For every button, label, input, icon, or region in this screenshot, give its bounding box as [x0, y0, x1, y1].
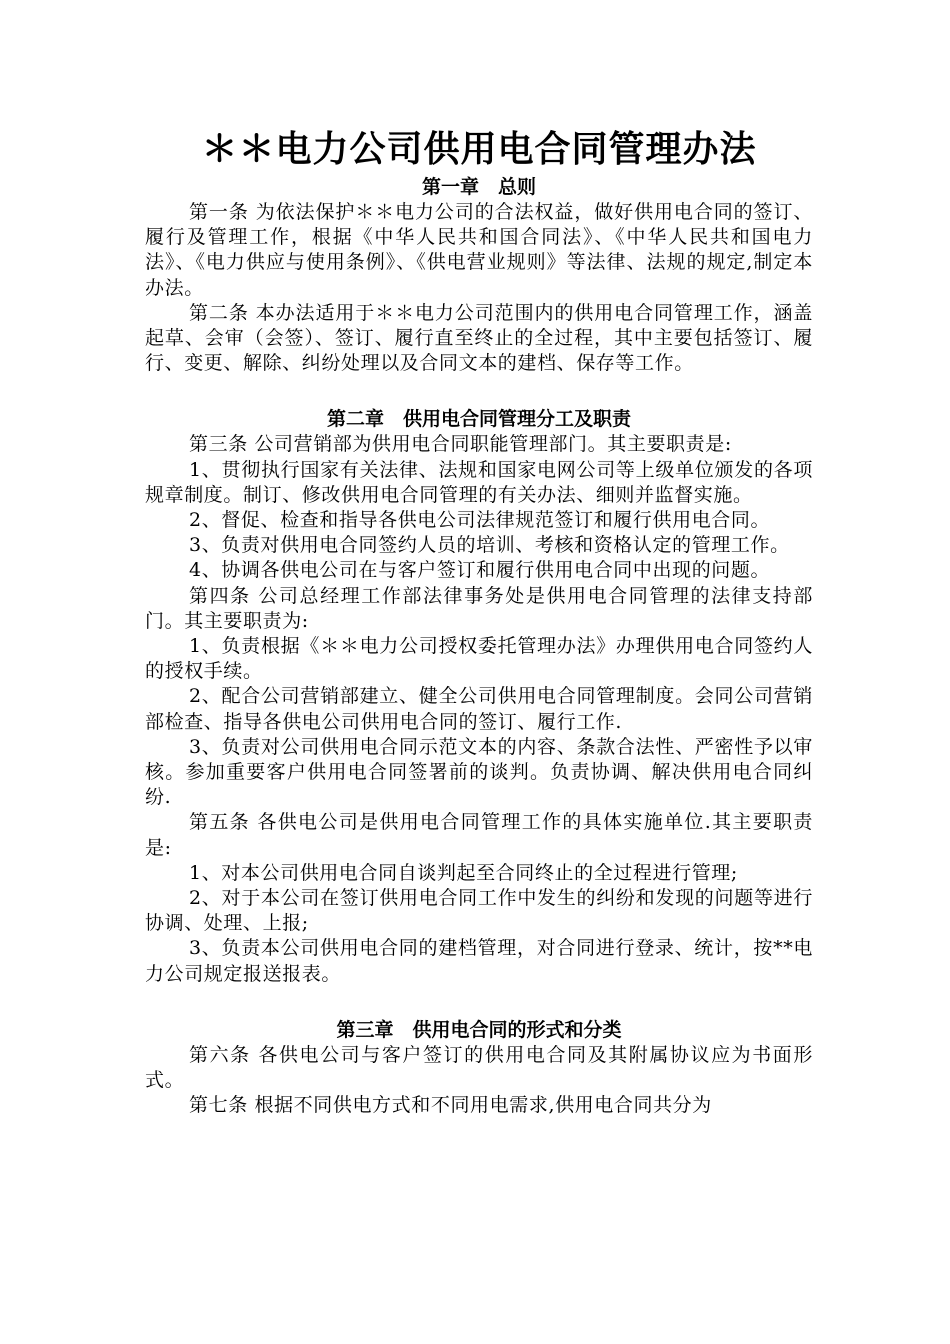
list-item: 3、负责对供用电合同签约人员的培训、考核和资格认定的管理工作。 [189, 534, 790, 557]
article-3: 第三条 公司营销部为供用电合同职能管理部门。其主要职责是: [189, 433, 732, 456]
document-page [145, 128, 813, 1119]
list-item: 2、督促、检查和指导各供电公司法律规范签订和履行供用电合同。 [189, 509, 771, 532]
article-5: 第五条 各供电公司是供用电合同管理工作的具体实施单位.其主要职责是: [145, 811, 813, 859]
list-item: 3、负责本公司供用电合同的建档管理，对合同进行登录、统计，按**电力公司规定报送报表。 [145, 937, 813, 985]
list-item: 3、负责对公司供用电合同示范文本的内容、条款合法性、严密性予以审核。参加重要客户供用电合同签署前的谈判。负责协调、解决供用电合同纠纷. [145, 735, 813, 809]
article-6: 第六条 各供电公司与客户签订的供用电合同及其附属协议应为书面形式。 [145, 1043, 813, 1092]
list-item: 1、对本公司供用电合同自谈判起至合同终止的全过程进行管理; [189, 861, 738, 884]
article-4: 第四条 公司总经理工作部法律事务处是供用电合同管理的法律支持部门。其主要职责为: [145, 584, 813, 632]
list-item: 1、贯彻执行国家有关法律、法规和国家电网公司等上级单位颁发的各项规章制度。制订、修改供用电合同管理的有关办法、细则并监督实施。 [145, 458, 813, 506]
article-2: 第二条 本办法适用于＊＊电力公司范围内的供用电合同管理工作，涵盖起草、会审（会签）、签订、履行直至终止的全过程，其中主要包括签订、履行、变更、解除、纠纷处理以及合同文本的建档、保存等工作。 [145, 301, 813, 375]
chapter-3 [145, 1017, 813, 1119]
document-title: ＊＊电力公司供用电合同管理办法 [201, 129, 757, 170]
list-item: 2、对于本公司在签订供用电合同工作中发生的纠纷和发现的问题等进行协调、处理、上报; [145, 887, 813, 935]
article-1: 第一条 为依法保护＊＊电力公司的合法权益，做好供用电合同的签订、履行及管理工作，根据《中华人民共和国合同法》、《中华人民共和国电力法》、《电力供应与使用条例》、《供电营业规则》等法律、法规的规定,制定本办法。 [145, 201, 813, 299]
chapter-heading: 第一章 总则 [421, 176, 536, 198]
chapter-2 [145, 406, 813, 986]
list-item: 4、协调各供电公司在与客户签订和履行供用电合同中出现的问题。 [189, 559, 771, 582]
chapter-heading: 第三章 供用电合同的形式和分类 [336, 1018, 622, 1041]
chapter-heading: 第二章 供用电合同管理分工及职责 [326, 408, 631, 431]
list-item: 1、负责根据《＊＊电力公司授权委托管理办法》办理供用电合同签约人的授权手续。 [145, 635, 813, 683]
list-item: 2、配合公司营销部建立、健全公司供用电合同管理制度。会同公司营销部检查、指导各供电公司供用电合同的签订、履行工作. [145, 685, 813, 733]
chapter-1 [145, 174, 813, 376]
article-7: 第七条 根据不同供电方式和不同用电需求,供用电合同共分为 [189, 1094, 712, 1117]
